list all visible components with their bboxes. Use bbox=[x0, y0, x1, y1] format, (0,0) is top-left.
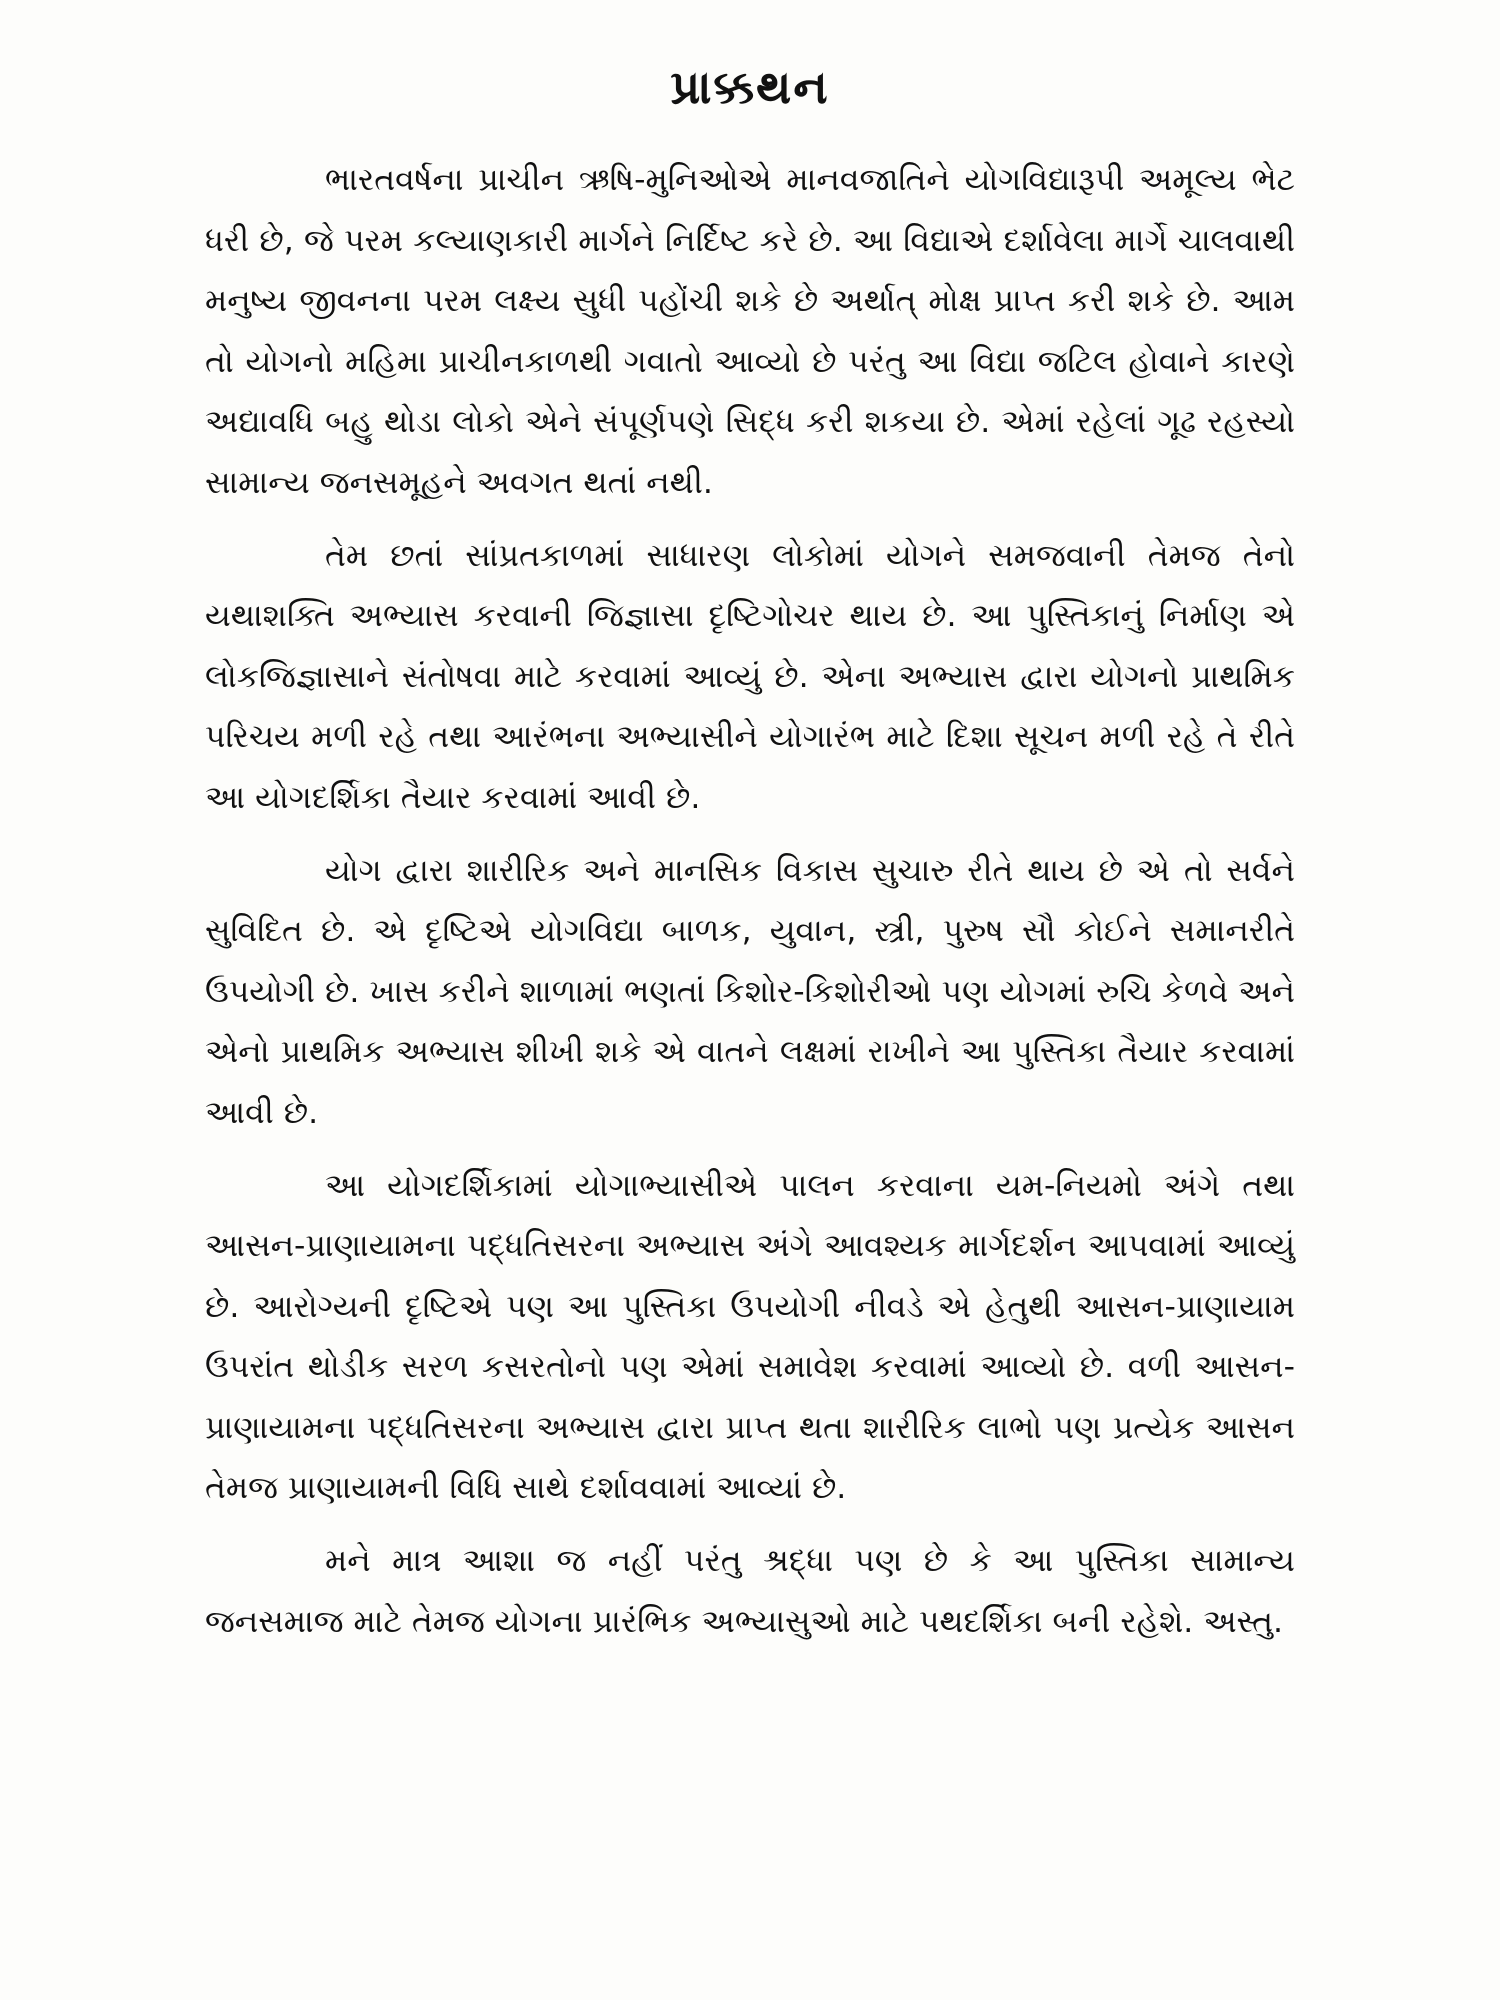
paragraph-1: ભારતવર્ષના પ્રાચીન ઋષિ-મુનિઓએ માનવજાતિને યોગવિદ્યારૂપી અમૂલ્ય ભેટ ધરી છે, જે પરમ કલ્યાણકારી માર્ગને નિર્દિષ્ટ કરે છે. આ વિદ્યાએ દર્શાવેલા માર્ગે ચાલવાથી મનુષ્ય જીવનના પરમ લક્ષ્ય સુધી પહોંચી શકે છે અર્થાત્ મોક્ષ પ્રાપ્ત કરી શકે છે. આમ તો યોગનો મહિમા પ્રાચીનકાળથી ગવાતો આવ્યો છે પરંતુ આ વિદ્યા જટિલ હોવાને કારણે અદ્યાવધિ બહુ થોડા લોકો એને સંપૂર્ણપણે સિદ્ધ કરી શકયા છે. એમાં રહેલાં ગૂઢ રહસ્યો સામાન્ય જનસમૂહને અવગત થતાં નથી. bbox=[205, 162, 1295, 501]
paragraph-3: યોગ દ્વારા શારીરિક અને માનસિક વિકાસ સુચારુ રીતે થાય છે એ તો સર્વને સુવિદિત છે. એ દૃષ્ટિએ યોગવિદ્યા બાળક, યુવાન, સ્ત્રી, પુરુષ સૌ કોઈને સમાનરીતે ઉપયોગી છે. ખાસ કરીને શાળામાં ભણતાં કિશોર-કિશોરીઓ પણ યોગમાં રુચિ કેળવે અને એનો પ્રાથમિક અભ્યાસ શીખી શકે એ વાતને લક્ષમાં રાખીને આ પુસ્તિકા તૈયાર કરવામાં આવી છે. bbox=[205, 852, 1295, 1131]
paragraph-2: તેમ છતાં સાંપ્રતકાળમાં સાધારણ લોકોમાં યોગને સમજવાની તેમજ તેનો યથાશક્તિ અભ્યાસ કરવાની જિજ્ઞાસા દૃષ્ટિગોચર થાય છે. આ પુસ્તિકાનું નિર્માણ એ લોકજિજ્ઞાસાને સંતોષવા માટે કરવામાં આવ્યું છે. એના અભ્યાસ દ્વારા યોગનો પ્રાથમિક પરિચય મળી રહે તથા આરંભના અભ્યાસીને યોગારંભ માટે દિશા સૂચન મળી રહે તે રીતે આ યોગદર્શિકા તૈયાર કરવામાં આવી છે. bbox=[205, 537, 1295, 816]
body-text bbox=[205, 150, 1295, 1652]
paragraph-4: આ યોગદર્શિકામાં યોગાભ્યાસીએ પાલન કરવાના યમ-નિયમો અંગે તથા આસન-પ્રાણાયામના પદ્ધતિસરના અભ્યાસ અંગે આવશ્યક માર્ગદર્શન આપવામાં આવ્યું છે. આરોગ્યની દૃષ્ટિએ પણ આ પુસ્તિકા ઉપયોગી નીવડે એ હેતુથી આસન-પ્રાણાયામ ઉપરાંત થોડીક સરળ કસરતોનો પણ એમાં સમાવેશ કરવામાં આવ્યો છે. વળી આસન-પ્રાણાયામના પદ્ધતિસરના અભ્યાસ દ્વારા પ્રાપ્ત થતા શારીરિક લાભો પણ પ્રત્યેક આસન તેમજ પ્રાણાયામની વિધિ સાથે દર્શાવવામાં આવ્યાં છે. bbox=[205, 1167, 1295, 1507]
page-title: પ્રાક્કથન bbox=[670, 60, 830, 114]
paragraph-5: મને માત્ર આશા જ નહીં પરંતુ શ્રદ્ધા પણ છે કે આ પુસ્તિકા સામાન્ય જનસમાજ માટે તેમજ યોગના પ્રારંભિક અભ્યાસુઓ માટે પથદર્શિકા બની રહેશે. અસ્તુ. bbox=[205, 1543, 1295, 1640]
